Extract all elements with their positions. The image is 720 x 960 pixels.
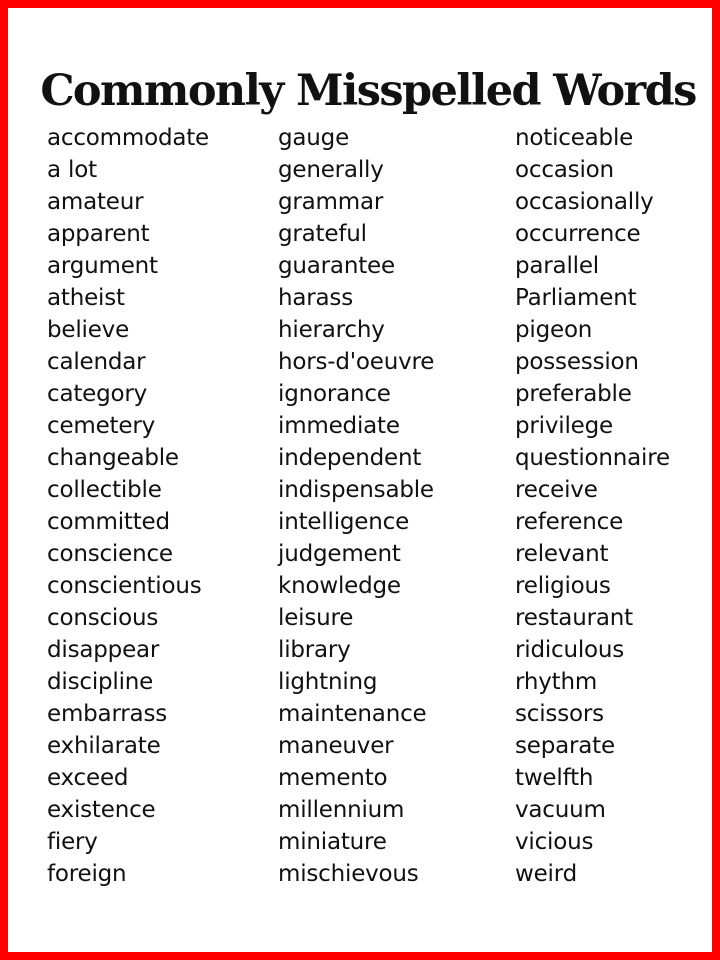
page-title: Commonly Misspelled Words bbox=[40, 65, 696, 116]
word-item: memento bbox=[278, 765, 388, 791]
word-item: accommodate bbox=[47, 125, 210, 151]
word-item: privilege bbox=[515, 413, 613, 439]
word-item: calendar bbox=[47, 349, 146, 375]
word-item: exhilarate bbox=[47, 733, 161, 759]
word-item: judgement bbox=[278, 541, 401, 567]
word-column-2 bbox=[278, 122, 434, 890]
word-item: foreign bbox=[47, 861, 127, 887]
word-item: mischievous bbox=[278, 861, 419, 887]
word-item: hors-d'oeuvre bbox=[278, 349, 435, 375]
word-item: believe bbox=[47, 317, 130, 343]
word-item: twelfth bbox=[515, 765, 594, 791]
word-item: vicious bbox=[515, 829, 594, 855]
word-item: receive bbox=[515, 477, 598, 503]
word-item: occasionally bbox=[515, 189, 654, 215]
word-item: preferable bbox=[515, 381, 632, 407]
word-item: conscious bbox=[47, 605, 159, 631]
word-item: disappear bbox=[47, 637, 160, 663]
word-item: weird bbox=[515, 861, 578, 887]
word-item: occasion bbox=[515, 157, 614, 183]
word-column-1 bbox=[47, 122, 209, 890]
word-item: pigeon bbox=[515, 317, 593, 343]
word-item: committed bbox=[47, 509, 170, 535]
word-item: grateful bbox=[278, 221, 367, 247]
word-item: maintenance bbox=[278, 701, 427, 727]
word-item: religious bbox=[515, 573, 611, 599]
word-item: separate bbox=[515, 733, 615, 759]
word-item: occurrence bbox=[515, 221, 641, 247]
word-item: ignorance bbox=[278, 381, 391, 407]
word-item: apparent bbox=[47, 221, 150, 247]
word-item: Parliament bbox=[515, 285, 637, 311]
word-item: ridiculous bbox=[515, 637, 625, 663]
word-item: atheist bbox=[47, 285, 125, 311]
word-item: conscientious bbox=[47, 573, 202, 599]
word-item: conscience bbox=[47, 541, 173, 567]
word-item: existence bbox=[47, 797, 156, 823]
word-item: gauge bbox=[278, 125, 350, 151]
word-item: miniature bbox=[278, 829, 387, 855]
word-item: category bbox=[47, 381, 148, 407]
word-item: argument bbox=[47, 253, 158, 279]
word-item: possession bbox=[515, 349, 639, 375]
word-item: changeable bbox=[47, 445, 179, 471]
word-item: rhythm bbox=[515, 669, 598, 695]
word-item: questionnaire bbox=[515, 445, 670, 471]
word-item: maneuver bbox=[278, 733, 394, 759]
word-item: collectible bbox=[47, 477, 162, 503]
word-item: independent bbox=[278, 445, 422, 471]
word-item: restaurant bbox=[515, 605, 633, 631]
word-item: parallel bbox=[515, 253, 599, 279]
word-item: guarantee bbox=[278, 253, 395, 279]
word-item: lightning bbox=[278, 669, 378, 695]
word-item: a lot bbox=[47, 157, 97, 183]
word-item: vacuum bbox=[515, 797, 606, 823]
word-item: relevant bbox=[515, 541, 609, 567]
word-item: indispensable bbox=[278, 477, 434, 503]
word-item: cemetery bbox=[47, 413, 155, 439]
word-column-3 bbox=[515, 122, 670, 890]
word-item: generally bbox=[278, 157, 384, 183]
word-item: noticeable bbox=[515, 125, 634, 151]
word-item: leisure bbox=[278, 605, 354, 631]
word-item: discipline bbox=[47, 669, 154, 695]
word-item: grammar bbox=[278, 189, 384, 215]
word-item: amateur bbox=[47, 189, 144, 215]
word-item: immediate bbox=[278, 413, 400, 439]
word-item: millennium bbox=[278, 797, 405, 823]
word-item: knowledge bbox=[278, 573, 401, 599]
word-item: exceed bbox=[47, 765, 129, 791]
word-item: intelligence bbox=[278, 509, 410, 535]
word-item: reference bbox=[515, 509, 624, 535]
word-item: harass bbox=[278, 285, 353, 311]
word-item: embarrass bbox=[47, 701, 168, 727]
word-item: hierarchy bbox=[278, 317, 385, 343]
word-item: library bbox=[278, 637, 351, 663]
word-item: scissors bbox=[515, 701, 604, 727]
word-item: fiery bbox=[47, 829, 98, 855]
